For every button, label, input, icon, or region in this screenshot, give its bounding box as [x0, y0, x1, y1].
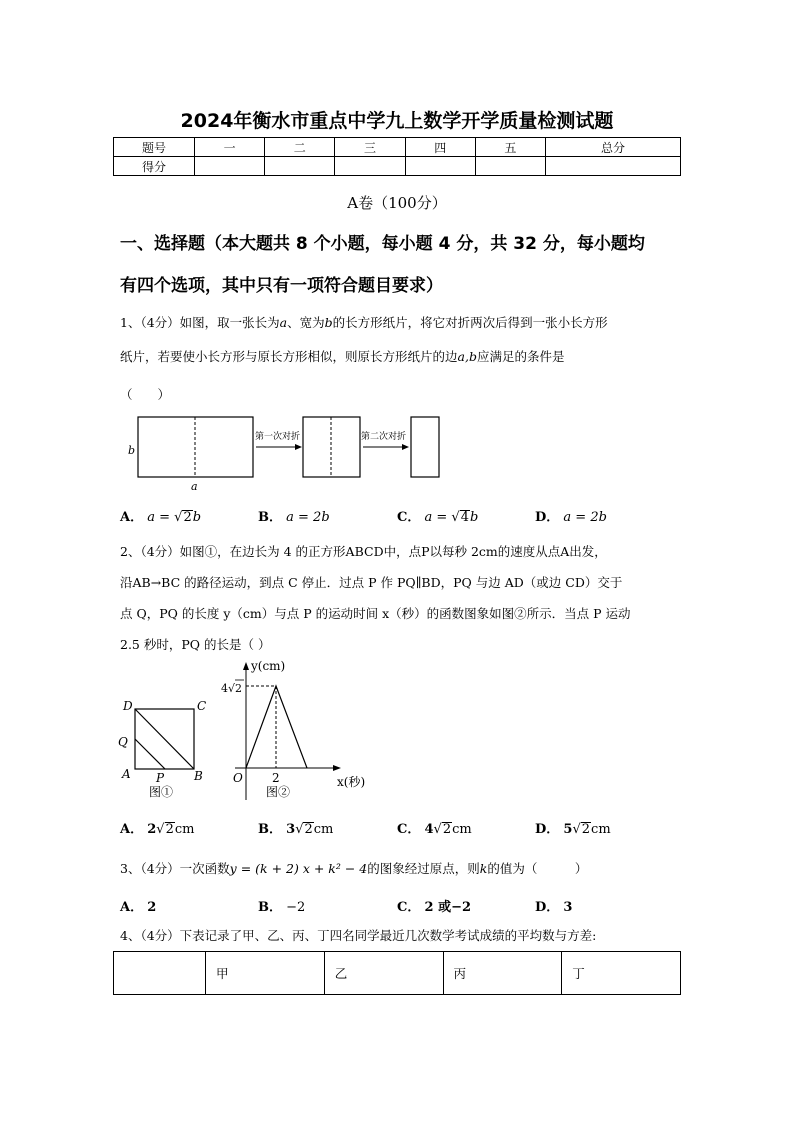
- q4-header-cell: 乙: [324, 952, 443, 995]
- q3-option-c[interactable]: C． 2 或−2: [397, 900, 472, 915]
- score-header-cell: 总分: [546, 138, 681, 157]
- label-d: D: [123, 699, 133, 713]
- score-cell: [546, 157, 681, 176]
- fig2-caption: 图②: [266, 785, 291, 799]
- label-a: A: [122, 767, 131, 781]
- y-max-coef: 4: [221, 682, 228, 695]
- score-cell: [405, 157, 475, 176]
- q2-line3: 点 Q，PQ 的长度 y（cm）与点 P 的运动时间 x（秒）的函数图象如图②所示．当点 P 运动: [120, 606, 631, 621]
- fold1-label: 第一次对折: [255, 432, 301, 442]
- q1-option-b[interactable]: B． a = 2b: [258, 510, 330, 525]
- folded-twice-rectangle: [411, 417, 439, 477]
- q3-option-d[interactable]: D． 3: [535, 900, 573, 915]
- origin-label: O: [233, 771, 243, 785]
- q1-option-d[interactable]: D． a = 2b: [535, 510, 607, 525]
- score-header-cell: 三: [335, 138, 405, 157]
- q1-label-a: a: [191, 480, 198, 490]
- score-header-cell: 一: [195, 138, 265, 157]
- fold2-label: 第二次对折: [361, 432, 407, 442]
- q1-answer-bracket: （ ）: [120, 387, 171, 402]
- q2-option-d[interactable]: D． 5√2cm: [535, 822, 611, 837]
- score-header-cell: 二: [265, 138, 335, 157]
- page-title: 2024年衡水市重点中学九上数学开学质量检测试题: [180, 110, 614, 132]
- q2-line2: 沿AB→BC 的路径运动，到点 C 停止．过点 P 作 PQ∥BD，PQ 与边 AD（或边 CD）交于: [120, 575, 623, 590]
- q4-header-cell: 甲: [206, 952, 325, 995]
- q3-line: 3、（4分）一次函数y = (k + 2) x + k² − 4的图象经过原点，则k的值为（ ）: [120, 861, 588, 876]
- label-b: B: [194, 769, 203, 783]
- section-a-heading: A卷（100分）: [347, 194, 447, 212]
- q4-header-cell: 丙: [443, 952, 562, 995]
- q3-option-b[interactable]: B． −2: [258, 900, 306, 915]
- y-axis-label: y(cm): [251, 660, 286, 673]
- score-header-cell: 五: [475, 138, 545, 157]
- score-cell: [265, 157, 335, 176]
- q4-table: [113, 951, 681, 995]
- label-q: Q: [118, 735, 128, 749]
- diagonal-bd: [135, 709, 194, 769]
- q1-folding-figure: [120, 410, 450, 490]
- label-c: C: [197, 699, 207, 713]
- score-table: [113, 137, 681, 176]
- arrowhead-2: [402, 444, 409, 450]
- score-table-header-row: [114, 138, 681, 157]
- part1-heading-line2: 有四个选项，其中只有一项符合题目要求）: [120, 276, 443, 296]
- q4-table-header-row: [114, 952, 681, 995]
- q1-option-a[interactable]: A． a = √2b: [120, 510, 202, 525]
- y-max-root: √: [228, 682, 236, 695]
- score-cell: [195, 157, 265, 176]
- segment-pq: [135, 739, 165, 769]
- label-p: P: [156, 771, 165, 785]
- q4-header-cell: 丁: [562, 952, 681, 995]
- fig1-caption: 图①: [149, 785, 174, 799]
- score-row-label: 得分: [114, 157, 195, 176]
- score-cell: [335, 157, 405, 176]
- score-header-cell: 四: [405, 138, 475, 157]
- part1-heading-line1: 一、选择题（本大题共 8 个小题，每小题 4 分，共 32 分，每小题均: [120, 234, 645, 254]
- y-axis-arrow: [243, 662, 249, 670]
- q1-line2: 纸片，若要使小长方形与原长方形相似，则原长方形纸片的边a,b应满足的条件是: [120, 349, 565, 364]
- q1-label-b: b: [128, 444, 136, 457]
- q2-figures: [115, 660, 385, 805]
- x-axis-label: x(秒): [337, 775, 366, 789]
- q2-option-a[interactable]: A． 2√2cm: [120, 822, 195, 837]
- x-axis-arrow: [333, 765, 341, 771]
- score-cell: [475, 157, 545, 176]
- q2-option-b[interactable]: B． 3√2cm: [258, 822, 334, 837]
- arrowhead-1: [295, 444, 302, 450]
- q2-line4: 2.5 秒时，PQ 的长是（ ）: [120, 637, 271, 652]
- y-max-rad: 2: [235, 682, 242, 695]
- q4-header-cell: [114, 952, 206, 995]
- score-header-cell: 题号: [114, 138, 195, 157]
- q1-line1: 1、（4分）如图，取一张长为a、宽为b的长方形纸片，将它对折两次后得到一张小长方形: [120, 315, 608, 330]
- x-tick-label: 2: [272, 771, 280, 785]
- q2-line1: 2、（4分）如图①，在边长为 4 的正方形ABCD中，点P以每秒 2cm的速度从点A出发，: [120, 544, 607, 559]
- q2-option-c[interactable]: C． 4√2cm: [397, 822, 472, 837]
- score-table-row: [114, 157, 681, 176]
- q3-formula: y = (k + 2) x + k² − 4: [229, 861, 368, 876]
- q4-line: 4、（4分）下表记录了甲、乙、丙、丁四名同学最近几次数学考试成绩的平均数与方差:: [120, 928, 597, 943]
- q3-option-a[interactable]: A． 2: [120, 900, 157, 915]
- q1-option-c[interactable]: C． a = √4b: [397, 510, 479, 525]
